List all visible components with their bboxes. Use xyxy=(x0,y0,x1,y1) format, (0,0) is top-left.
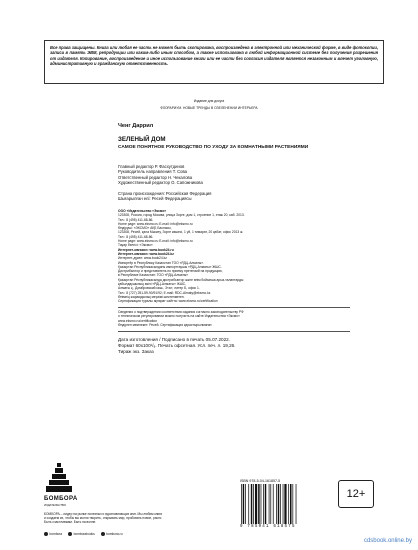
publisher-line: Дистрибьютор и представитель по приему претензий на продукцию, xyxy=(118,269,223,274)
publisher-line: Қазақстан Республикасындағы импорттаушы «РДЦ-Алматы» ЖШС. xyxy=(118,264,222,269)
print-format: Формат 60x100¹/₈. Печать офсетная. Усл. печ. л. 19,26. xyxy=(118,343,236,349)
certification-line: Өндірген мемлекет: Ресей. Сертификация қарастырылмаған xyxy=(118,322,212,327)
globe-icon xyxy=(101,532,105,536)
bombora-logo-icon xyxy=(44,460,74,494)
vk-icon xyxy=(44,532,48,536)
publisher-line: Қазақстан Республикасында дистрибьютор және өнім бойынша арыз-талаптарды xyxy=(118,277,244,282)
publisher-line: Сертификация туралы ақпарат сайтта: www.eksmo.ru/certification xyxy=(118,299,218,304)
publisher-line: Өнімнің жарамдылық мерзімі шектелмеген. xyxy=(118,294,185,299)
rights-notice-box xyxy=(44,40,384,84)
edition-type: Издание для досуга xyxy=(193,99,225,103)
isbn: ISBN 978-5-04-161857-5 xyxy=(240,479,281,483)
publisher-line: Тел.: 8 (727) 251-59-90/91/92; E-mail: RDC-Almaty@eksmo.kz xyxy=(118,290,211,295)
print-details xyxy=(118,337,350,356)
publisher-line: Тел.: 8 (495) 411-68-86. xyxy=(118,217,154,222)
book-title: ЗЕЛЕНЫЙ ДОМ xyxy=(118,136,166,143)
publisher-line: 123308, Ресей, қала Мәскеу, Зорге көшесі, 1 үй, 1 ғимарат, 20 қабат, офис 2013 ж. xyxy=(118,230,244,235)
publisher-line: Алматы қ., Домбровский көш., 3«а», литер Б, офис 1. xyxy=(118,286,200,291)
publisher-line: ООО «Издательство «Эксмо» xyxy=(118,209,167,213)
publisher-line: Home page: www.eksmo.ru E-mail: info@eksmo.ru xyxy=(118,239,193,244)
editor-line: Главный редактор Р. Фасхутдинов xyxy=(118,164,185,169)
certification-block xyxy=(118,310,350,327)
author-name: Ченг Даррил xyxy=(118,123,154,129)
publisher-line: Интернет-магазин: www.book24.kz xyxy=(118,251,174,256)
book-subtitle: САМОЕ ПОНЯТНОЕ РУКОВОДСТВО ПО УХОДУ ЗА КОМНАТНЫМИ РАСТЕНИЯМИ xyxy=(118,145,309,150)
editors-list xyxy=(118,164,350,185)
publisher-line: Импортёр в Республику Казахстан ТОО «РДЦ-Алматы». xyxy=(118,260,204,265)
social-links xyxy=(44,532,123,536)
barcode-icon xyxy=(240,484,316,524)
rights-notice-text: Все права защищены. Книга или любая ее часть не может быть скопирована, воспроизведена в электронной или механической форме, в виде фотокопии, записи в память ЭВМ, репродукции или каким-либо иным способом, а также использована в любой информационной системе без получения разрешения от издателя. Копирование, воспроизведение и иное использование книги или ее части без согласия издателя является незаконным и влечет уголовную, административную и гражданскую ответственность. xyxy=(50,45,378,67)
publisher-line: Интернет-дүкен: www.book24.kz xyxy=(118,256,167,261)
editor-line: Художественный редактор О. Сапожникова xyxy=(118,179,203,185)
social-link[interactable]: bomborabooks xyxy=(68,532,95,536)
publisher-line: Тел.: 8 (495) 411-68-86. xyxy=(118,234,154,239)
barcode-digits: 9 785041 618575 xyxy=(240,525,296,529)
origin-info xyxy=(118,191,350,202)
brand-promo: БОМБОРА – лидер на рынке полезных и вдохновляющих книг. Мы любим книги и создаем их, чтобы вы могли творить, открывать мир, пробовать новое, расти. Быть счастливыми. Быть на волне. xyxy=(44,512,163,525)
publisher-line: Интернет-магазин: www.book24.ru xyxy=(118,247,174,252)
social-link[interactable]: bombora xyxy=(44,532,62,536)
publisher-line: 123308, Россия, город Москва, улица Зорге, дом 1, строение 1, этаж 20, каб. 2013. xyxy=(118,213,245,218)
certification-line: www.eksmo.ru/certification xyxy=(118,318,158,323)
brand-name: БОМБОРА xyxy=(44,496,78,502)
publisher-line: Өндіруші: «ЭКСМО» АҚБ Баспасы, xyxy=(118,226,172,231)
instagram-icon xyxy=(68,532,72,536)
publisher-block xyxy=(118,209,350,304)
editor-line: Руководитель направления Т. Сова xyxy=(118,169,187,175)
social-link[interactable]: bombora.ru xyxy=(101,532,123,536)
publisher-line: қабылдаушының өкілі «РДЦ-Алматы» ЖШС, xyxy=(118,282,187,287)
publisher-line: Тауар белгісі: «Эксмо» xyxy=(118,243,153,248)
certification-line: Сведения о подтверждении соответствия издания согласно законодательству РФ xyxy=(118,310,244,314)
origin-line: Страна происхождения: Российская Федерация xyxy=(118,191,212,196)
divider xyxy=(118,307,350,308)
age-rating-badge: 12+ xyxy=(338,480,374,508)
brand-tagline: ИЗДАТЕЛЬСТВО xyxy=(44,503,67,507)
publisher-line: в Республике Казахстан: ТОО «РДЦ-Алматы» xyxy=(118,273,189,278)
print-run: Тираж экз. Заказ xyxy=(118,349,154,355)
print-date: Дата изготовления / Подписано в печать 05.07.2022. xyxy=(118,337,230,342)
certification-line: о техническом регулировании можно получить на сайте Издательства «Эксмо» xyxy=(118,314,240,319)
divider xyxy=(118,331,350,332)
editor-line: Ответственный редактор Н. Чекалова xyxy=(118,174,193,180)
series-title: ФЛОРАРИУМ. НОВЫЕ ТРЕНДЫ В ОЗЕЛЕНЕНИИ ИНТЕРЬЕРА xyxy=(160,106,258,110)
watermark: cdsbook.online.by xyxy=(363,538,412,544)
origin-line: Шығарылған елі: Ресей Федерациясы xyxy=(118,196,192,202)
publisher-line: Home page: www.eksmo.ru E-mail: info@eksmo.ru xyxy=(118,221,193,226)
